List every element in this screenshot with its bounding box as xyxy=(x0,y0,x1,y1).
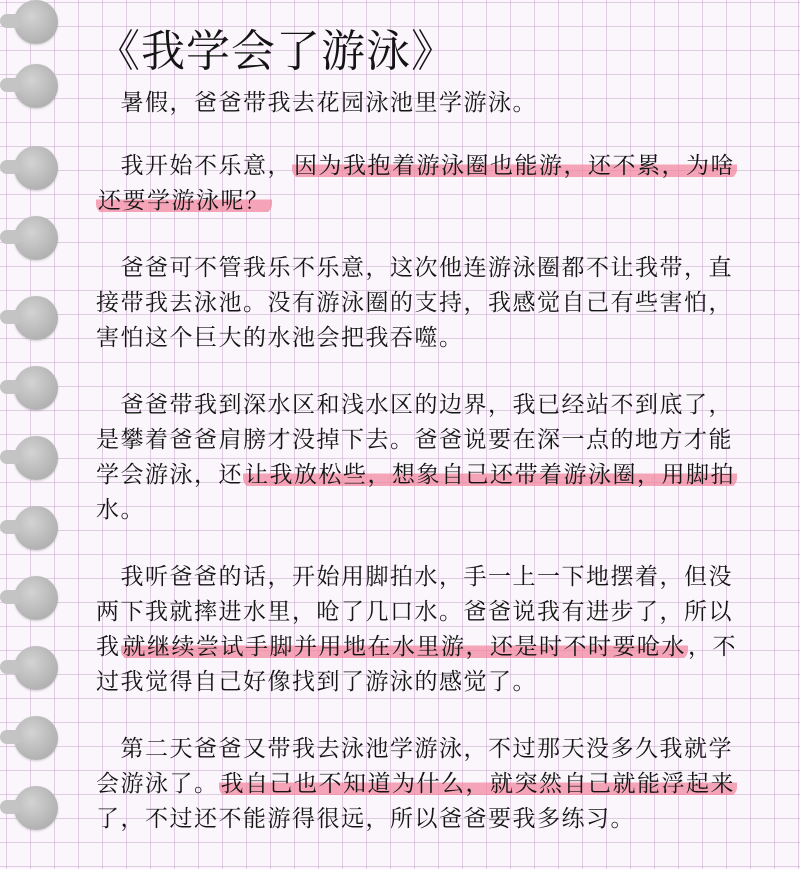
essay-text: 爸爸可不管我乐不乐意，这次他连游泳圈都不让我带，直 xyxy=(96,255,733,281)
essay-text: 我听爸爸的话，开始用脚拍水，手一上一下地摆着，但没 xyxy=(96,564,733,590)
essay-text: 会游泳了。 xyxy=(96,771,219,797)
essay-line xyxy=(96,493,772,528)
highlighted-text: 还要学游泳呢？ xyxy=(98,188,270,214)
binding-ring-icon xyxy=(14,64,58,108)
essay-paragraph xyxy=(96,149,772,219)
essay-paragraph xyxy=(96,388,772,528)
notebook-binding xyxy=(0,0,60,855)
essay-text: 接带我去泳池。没有游泳圈的支持，我感觉自己有些害怕， xyxy=(96,290,733,316)
essay-paragraph xyxy=(96,560,772,700)
essay-line xyxy=(96,458,772,493)
essay-page xyxy=(96,22,772,869)
binding-ring-icon xyxy=(14,506,58,550)
binding-ring-icon xyxy=(14,576,58,620)
essay-line xyxy=(96,184,772,219)
binding-ring-icon xyxy=(14,146,58,190)
binding-ring-icon xyxy=(14,646,58,690)
binding-ring-icon xyxy=(14,0,58,44)
essay-line xyxy=(96,321,772,356)
essay-text: 是攀着爸爸肩膀才没掉下去。爸爸说要在深一点的地方才能 xyxy=(96,427,733,453)
essay-text: 两下我就摔进水里，呛了几口水。爸爸说我有进步了，所以 xyxy=(96,599,733,625)
essay-text: 水。 xyxy=(96,497,145,523)
essay-title: 《我学会了游泳》 xyxy=(96,26,456,77)
essay-text: 学会游泳，还 xyxy=(96,462,243,488)
essay-body xyxy=(96,86,772,837)
binding-ring-icon xyxy=(14,216,58,260)
essay-paragraph xyxy=(96,732,772,837)
highlighted-text: 让我放松些，想象自己还带着游泳圈，用脚拍 xyxy=(245,462,735,488)
binding-ring-icon xyxy=(14,436,58,480)
essay-line xyxy=(96,388,772,423)
binding-ring-icon xyxy=(14,786,58,830)
essay-line xyxy=(96,630,772,665)
essay-text: 了，不过还不能游得很远，所以爸爸要我多练习。 xyxy=(96,806,635,832)
essay-line xyxy=(96,86,772,121)
essay-text: 我开始不乐意， xyxy=(96,153,292,179)
essay-line xyxy=(96,732,772,767)
essay-text: 害怕这个巨大的水池会把我吞噬。 xyxy=(96,325,464,351)
essay-text: 第二天爸爸又带我去泳池学游泳，不过那天没多久我就学 xyxy=(96,736,733,762)
binding-ring-icon xyxy=(14,296,58,340)
essay-text: 爸爸带我到深水区和浅水区的边界，我已经站不到底了， xyxy=(96,392,733,418)
binding-ring-icon xyxy=(14,366,58,410)
essay-line xyxy=(96,665,772,700)
highlighted-text: 因为我抱着游泳圈也能游，还不累，为啥 xyxy=(294,153,735,179)
essay-paragraph xyxy=(96,86,772,121)
essay-text: 过我觉得自己好像找到了游泳的感觉了。 xyxy=(96,669,537,695)
essay-line xyxy=(96,595,772,630)
highlighted-text: 就继续尝试手脚并用地在水里游，还是时不时要呛水 xyxy=(122,634,686,660)
essay-line xyxy=(96,251,772,286)
essay-line xyxy=(96,149,772,184)
essay-line xyxy=(96,423,772,458)
highlighted-text: 我自己也不知道为什么，就突然自己就能浮起来 xyxy=(220,771,735,797)
binding-ring-icon xyxy=(14,716,58,760)
essay-line xyxy=(96,802,772,837)
essay-line xyxy=(96,560,772,595)
essay-text: ，不 xyxy=(688,634,737,660)
essay-text: 我 xyxy=(96,634,121,660)
essay-text: 暑假，爸爸带我去花园泳池里学游泳。 xyxy=(96,90,537,116)
essay-line xyxy=(96,767,772,802)
essay-paragraph xyxy=(96,251,772,356)
essay-line xyxy=(96,286,772,321)
